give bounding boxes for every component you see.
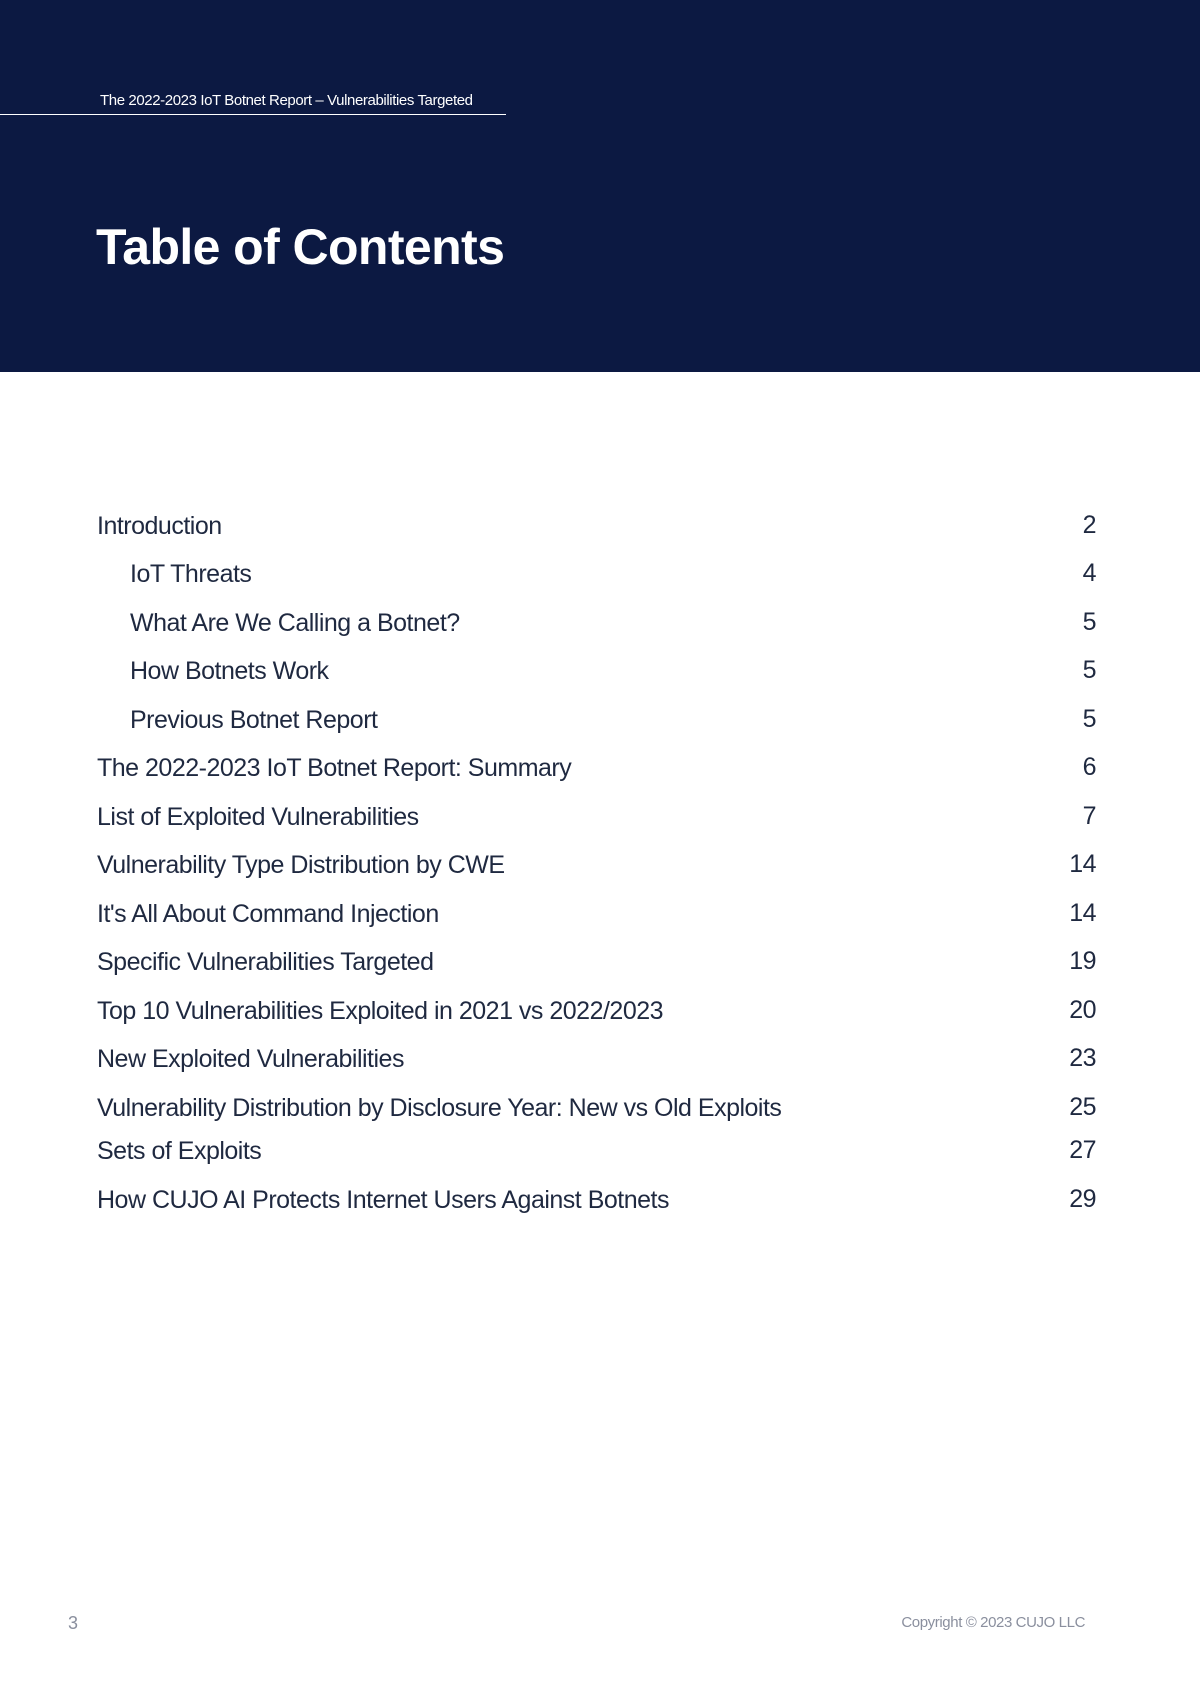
toc-entry-page-number: 14	[1069, 850, 1096, 878]
toc-entry[interactable]	[0, 802, 1200, 836]
page-title: Table of Contents	[96, 219, 505, 275]
toc-entry[interactable]	[0, 850, 1200, 884]
toc-entry-label: Vulnerability Type Distribution by CWE	[97, 851, 505, 879]
toc-entry-label: Vulnerability Distribution by Disclosure Year: New vs Old Exploits	[97, 1094, 782, 1122]
toc-entry[interactable]	[0, 559, 1200, 593]
toc-entry[interactable]	[0, 1136, 1200, 1170]
toc-entry-page-number: 25	[1069, 1093, 1096, 1121]
toc-entry[interactable]	[0, 608, 1200, 642]
toc-entry-label: It's All About Command Injection	[97, 900, 439, 928]
toc-entry-page-number: 29	[1069, 1185, 1096, 1213]
footer-page-number: 3	[68, 1613, 79, 1633]
toc-entry[interactable]	[0, 656, 1200, 690]
toc-entry-page-number: 5	[1082, 705, 1096, 733]
toc-entry[interactable]	[0, 947, 1200, 981]
toc-entry-page-number: 20	[1069, 996, 1096, 1024]
toc-entry[interactable]	[0, 899, 1200, 933]
toc-entry-label: Previous Botnet Report	[130, 706, 378, 734]
running-header	[0, 91, 506, 115]
toc-entry-page-number: 19	[1069, 947, 1096, 975]
toc-entry-page-number: 5	[1082, 608, 1096, 636]
toc-entry-label: What Are We Calling a Botnet?	[130, 609, 460, 637]
running-header-text: The 2022-2023 IoT Botnet Report – Vulnerabilities Targeted	[100, 92, 473, 109]
toc-entry[interactable]	[0, 753, 1200, 787]
toc-entry-label: How CUJO AI Protects Internet Users Against Botnets	[97, 1186, 669, 1214]
toc-entry-page-number: 27	[1069, 1136, 1096, 1164]
toc-entry-page-number: 2	[1082, 511, 1096, 539]
toc-entry-page-number: 7	[1082, 802, 1096, 830]
footer-copyright: Copyright © 2023 CUJO LLC	[901, 1614, 1085, 1631]
toc-entry-page-number: 14	[1069, 899, 1096, 927]
toc-entry-page-number: 23	[1069, 1044, 1096, 1072]
toc-entry-page-number: 4	[1082, 559, 1096, 587]
toc-entry-label: How Botnets Work	[130, 657, 329, 685]
toc-entry[interactable]	[0, 1185, 1200, 1219]
toc-entry-label: The 2022-2023 IoT Botnet Report: Summary	[97, 754, 572, 782]
toc-entry-label: New Exploited Vulnerabilities	[97, 1045, 404, 1073]
toc-entry-label: Sets of Exploits	[97, 1137, 262, 1165]
toc-entry[interactable]	[0, 1044, 1200, 1078]
toc-entry[interactable]	[0, 511, 1200, 545]
toc-entry-label: Top 10 Vulnerabilities Exploited in 2021 vs 2022/2023	[97, 997, 664, 1025]
toc-entry[interactable]	[0, 996, 1200, 1030]
toc-entry-label: Specific Vulnerabilities Targeted	[97, 948, 434, 976]
header-band	[0, 0, 1200, 372]
toc-entry-label: List of Exploited Vulnerabilities	[97, 803, 419, 831]
toc-entry-page-number: 5	[1082, 656, 1096, 684]
toc-entry-page-number: 6	[1082, 753, 1096, 781]
toc-entry[interactable]	[0, 705, 1200, 739]
toc-entry[interactable]	[0, 1093, 1200, 1127]
toc-entry-label: Introduction	[97, 512, 222, 540]
toc-entry-label: IoT Threats	[130, 560, 252, 588]
